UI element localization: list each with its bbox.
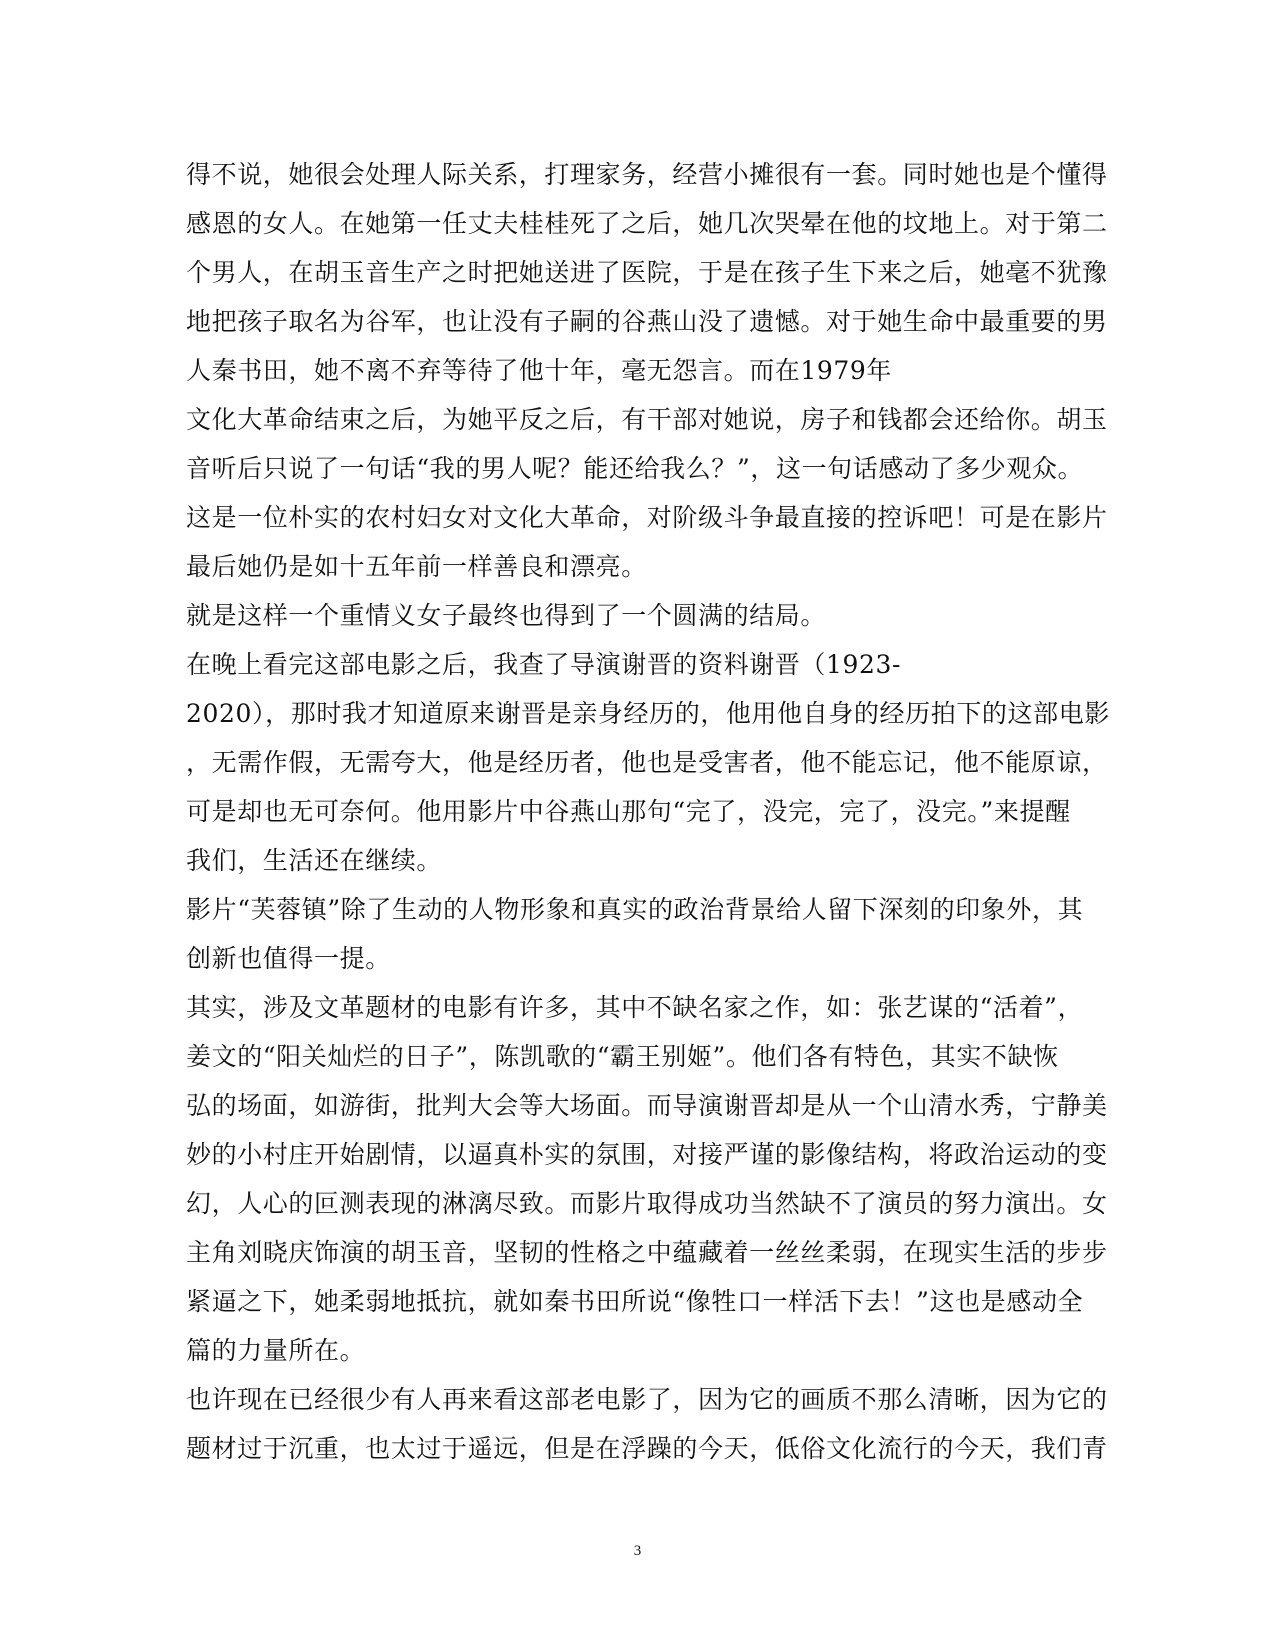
text-line: 个男人，在胡玉音生产之时把她送进了医院，于是在孩子生下来之后，她毫不犹豫: [186, 258, 1108, 287]
text-line: 创新也值得一提。: [186, 944, 391, 973]
text-line: 妙的小村庄开始剧情，以逼真朴实的氛围，对接严谨的影像结构，将政治运动的变: [186, 1140, 1108, 1169]
text-line: 就是这样一个重情义女子最终也得到了一个圆满的结局。: [186, 601, 827, 630]
text-line: 其实，涉及文革题材的电影有许多，其中不缺名家之作，如：张艺谋的“活着”，: [186, 993, 1084, 1022]
text-line: 得不说，她很会处理人际关系，打理家务，经营小摊很有一套。同时她也是个懂得: [186, 160, 1108, 189]
text-line: 感恩的女人。在她第一任丈夫桂桂死了之后，她几次哭晕在他的坟地上。对于第二: [186, 209, 1108, 238]
text-line: 地把孩子取名为谷军，也让没有子嗣的谷燕山没了遗憾。对于她生命中最重要的男: [186, 307, 1108, 336]
text-line: 2020），那时我才知道原来谢晋是亲身经历的，他用他自身的经历拍下的这部电影: [186, 699, 1110, 728]
text-line: 音听后只说了一句话“我的男人呢？能还给我么？”，这一句话感动了多少观众。: [186, 454, 1084, 483]
text-line: 可是却也无可奈何。他用影片中谷燕山那句“完了，没完，完了，没完。”来提醒: [186, 797, 1071, 826]
text-line: 题材过于沉重，也太过于遥远，但是在浮躁的今天，低俗文化流行的今天，我们青: [186, 1434, 1108, 1463]
text-line: 这是一位朴实的农村妇女对文化大革命，对阶级斗争最直接的控诉吧！可是在影片: [186, 503, 1108, 532]
text-line: 篇的力量所在。: [186, 1336, 366, 1365]
text-line: 紧逼之下，她柔弱地抵抗，就如秦书田所说“像牲口一样活下去！”这也是感动全: [186, 1287, 1084, 1316]
text-line: 最后她仍是如十五年前一样善良和漂亮。: [186, 552, 647, 581]
text-line: 幻，人心的叵测表现的淋漓尽致。而影片取得成功当然缺不了演员的努力演出。女: [186, 1189, 1108, 1218]
text-line: 我们，生活还在继续。: [186, 846, 443, 875]
page-number: 3: [633, 1543, 642, 1559]
text-line: 也许现在已经很少有人再来看这部老电影了，因为它的画质不那么清晰，因为它的: [186, 1385, 1108, 1414]
text-line: 文化大革命结束之后，为她平反之后，有干部对她说，房子和钱都会还给你。胡玉: [186, 405, 1108, 434]
text-line: 主角刘晓庆饰演的胡玉音，坚韧的性格之中蕴藏着一丝丝柔弱，在现实生活的步步: [186, 1238, 1108, 1267]
text-line: 人秦书田，她不离不弃等待了他十年，毫无怨言。而在1979年: [186, 356, 893, 385]
text-line: 影片“芙蓉镇”除了生动的人物形象和真实的政治背景给人留下深刻的印象外，其: [186, 895, 1084, 924]
text-line: ，无需作假，无需夸大，他是经历者，他也是受害者，他不能忘记，他不能原谅，: [186, 748, 1108, 777]
text-line: 弘的场面，如游街，批判大会等大场面。而导演谢晋却是从一个山清水秀，宁静美: [186, 1091, 1108, 1120]
text-line: 在晚上看完这部电影之后，我查了导演谢晋的资料谢晋（1923-: [186, 650, 902, 679]
text-line: 姜文的“阳关灿烂的日子”，陈凯歌的“霸王别姬”。他们各有特色，其实不缺恢: [186, 1042, 1059, 1071]
body-text: [186, 157, 1110, 1480]
